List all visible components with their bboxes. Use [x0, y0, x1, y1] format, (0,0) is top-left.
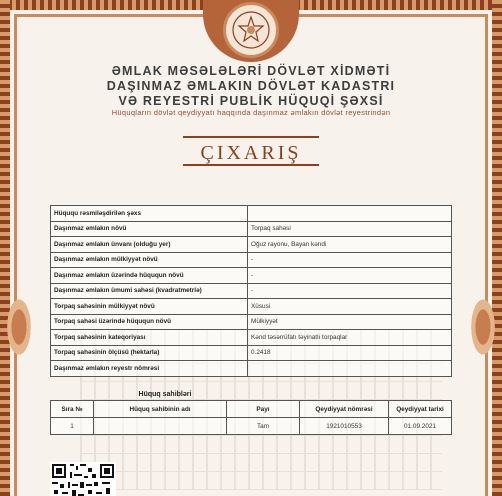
agency-name	[0, 64, 502, 109]
info-label: Daşınmaz əmlakın reyestr nömrəsi	[51, 361, 248, 377]
info-value: Oğuz rayonu, Bayan kəndi	[248, 237, 452, 253]
owners-table	[50, 400, 452, 435]
info-row	[51, 299, 452, 315]
registration-number: 1921010553	[300, 418, 389, 435]
info-value: Kənd təsərrüfatı təyinatlı torpaqlar	[248, 330, 452, 346]
info-row	[51, 221, 452, 237]
info-value	[248, 361, 452, 377]
side-ornament-left	[4, 292, 34, 362]
info-row	[51, 314, 452, 330]
owner-name	[94, 418, 227, 435]
agency-name-line-3: VƏ REYESTRİ PUBLİK HÜQUQİ ŞƏXSİ	[118, 94, 384, 108]
title-rule-top	[183, 136, 319, 138]
property-info-table	[50, 205, 452, 377]
owners-section-title: Hüquq sahibləri	[138, 391, 192, 398]
info-label: Daşınmaz əmlakın ünvanı (olduğu yer)	[51, 237, 248, 253]
owner-share: Tam	[227, 418, 300, 435]
info-row	[51, 361, 452, 377]
info-label: Torpaq sahəsinin kateqoriyası	[51, 330, 248, 346]
info-label: Torpaq sahəsi üzərində hüququn növü	[51, 314, 248, 330]
info-value: Mülkiyyət	[248, 314, 452, 330]
document-title-block	[183, 136, 319, 166]
document-title: ÇIXARIŞ	[200, 142, 302, 164]
owner-index: 1	[51, 418, 94, 435]
info-row	[51, 268, 452, 284]
table-row	[51, 418, 452, 435]
info-label: Daşınmaz əmlakın üzərində hüququn növü	[51, 268, 248, 284]
info-value: -	[248, 283, 452, 299]
info-row	[51, 252, 452, 268]
info-value: Xüsusi	[248, 299, 452, 315]
info-row	[51, 345, 452, 361]
info-row	[51, 330, 452, 346]
info-row	[51, 206, 452, 222]
info-value: -	[248, 252, 452, 268]
info-value	[248, 206, 452, 222]
info-row	[51, 237, 452, 253]
info-label: Torpaq sahəsinin ölçüsü (hektarla)	[51, 345, 248, 361]
column-header-index: Sıra №	[51, 401, 94, 418]
owners-header-row	[51, 401, 452, 418]
column-header-share: Payı	[227, 401, 300, 418]
qr-code-icon	[50, 462, 116, 496]
column-header-owner-name: Hüquq sahibinin adı	[94, 401, 227, 418]
document-subtitle: Hüquqların dövlət qeydiyyatı haqqında daşınmaz əmlakın dövlət reyestrindən	[111, 108, 391, 117]
column-header-registration-date: Qeydiyyat tarixi	[389, 401, 452, 418]
side-ornament-right	[468, 292, 498, 362]
info-label: Daşınmaz əmlakın növü	[51, 221, 248, 237]
info-value: -	[248, 268, 452, 284]
agency-name-line-2: DAŞINMAZ ƏMLAKIN DÖVLƏT KADASTRI	[106, 79, 396, 93]
agency-name-line-1: ƏMLAK MƏSƏLƏLƏRİ DÖVLƏT XİDMƏTİ	[111, 64, 391, 78]
info-label: Daşınmaz əmlakın mülkiyyət növü	[51, 252, 248, 268]
column-header-registration-number: Qeydiyyat nömrəsi	[300, 401, 389, 418]
state-emblem-icon	[223, 2, 279, 58]
info-label: Hüququ rəsmiləşdirilən şəxs	[51, 206, 248, 222]
info-label: Torpaq sahəsinin mülkiyyət növü	[51, 299, 248, 315]
info-value: 0.2418	[248, 345, 452, 361]
title-rule-bottom	[183, 164, 319, 166]
info-value: Torpaq sahəsi	[248, 221, 452, 237]
info-row	[51, 283, 452, 299]
info-label: Daşınmaz əmlakın ümumi sahəsi (kvadratmetrlə)	[51, 283, 248, 299]
registration-date: 01.09.2021	[389, 418, 452, 435]
